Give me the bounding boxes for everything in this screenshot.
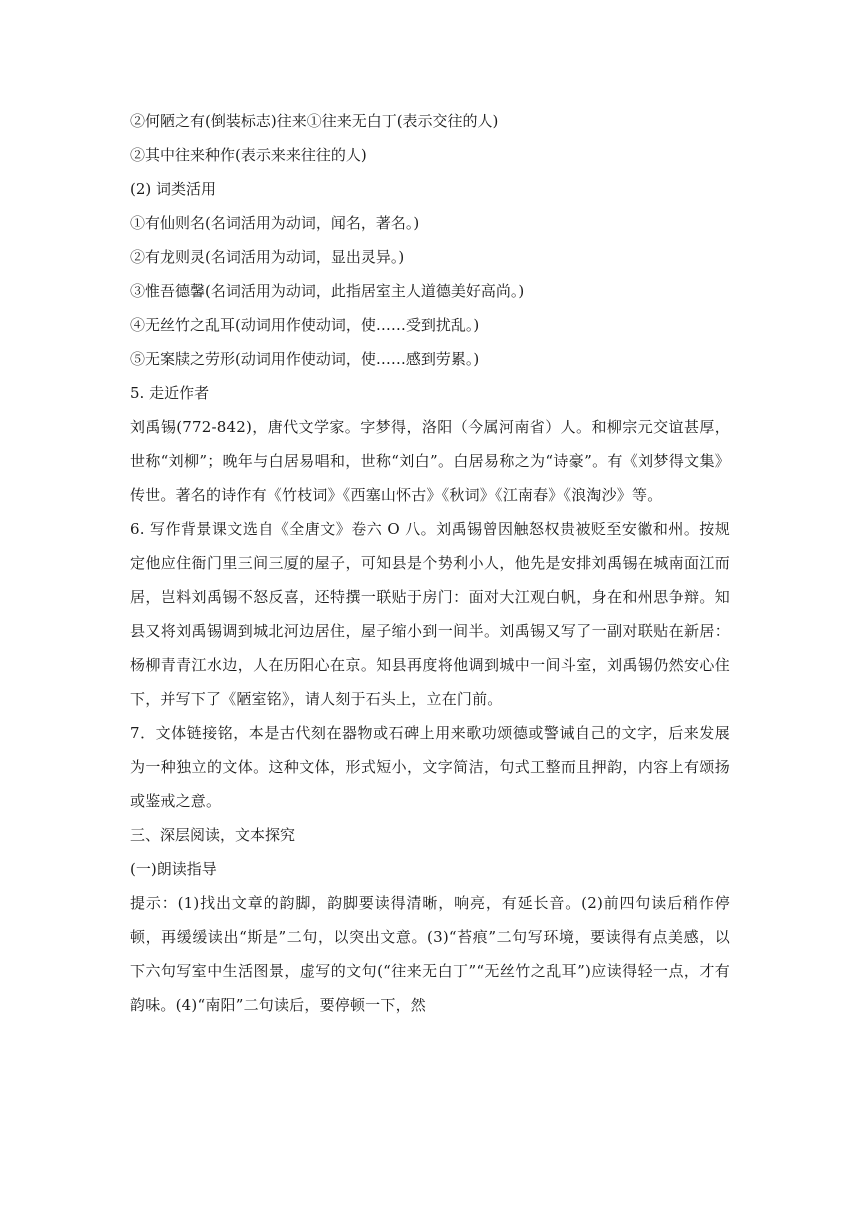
section-heading-author: 5. 走近作者 bbox=[130, 384, 210, 402]
text-line: ②何陋之有(倒装标志)往来①往来无白丁(表示交往的人) bbox=[130, 112, 499, 130]
background-paragraph: 6. 写作背景课文选自《全唐文》卷六 O 八。刘禹锡曾因触怒权贵被贬至安徽和州。按规定他应住衙门里三间三厦的屋子，可知县是个势利小人，他先是安排刘禹锡在城南面江而居，岂料刘禹锡不怒反喜，还特撰一联贴于房门：面对大江观白帆，身在和州思争辩。知县又将刘禹锡调到城北河边居住，屋子缩小到一间半。刘禹锡又写了一副对联贴在新居：杨柳青青江水边，人在历阳心在京。知县再度将他调到城中一间斗室，刘禹锡仍然安心住下，并写下了《陋室铭》，请人刻于石头上，立在门前。 bbox=[130, 520, 730, 708]
text-line: ⑤无案牍之劳形(动词用作使动词，使……感到劳累。) bbox=[130, 350, 480, 368]
text-line: ②有龙则灵(名词活用为动词，显出灵异。) bbox=[130, 248, 405, 266]
text-line: ③惟吾德馨(名词活用为动词，此指居室主人道德美好高尚。) bbox=[130, 282, 525, 300]
text-line: ②其中往来种作(表示来来往往的人) bbox=[130, 146, 367, 164]
text-line: ①有仙则名(名词活用为动词，闻名，著名。) bbox=[130, 214, 420, 232]
subsection-title: (一)朗读指导 bbox=[130, 860, 217, 878]
genre-paragraph: 7．文体链接铭，本是古代刻在器物或石碑上用来歌功颂德或警诫自己的文字，后来发展为一种独立的文体。这种文体，形式短小，文字简洁，句式工整而且押韵，内容上有颂扬或鉴戒之意。 bbox=[130, 724, 730, 810]
document-page bbox=[130, 104, 730, 1022]
text-line: (2) 词类活用 bbox=[130, 180, 217, 198]
author-paragraph: 刘禹锡(772-842)，唐代文学家。字梦得，洛阳（今属河南省）人。和柳宗元交谊甚厚，世称“刘柳”；晚年与白居易唱和，世称“刘白”。白居易称之为“诗豪”。有《刘梦得文集》传世。著名的诗作有《竹枝词》《西塞山怀古》《秋词》《江南春》《浪淘沙》等。 bbox=[130, 418, 730, 504]
reading-tips-paragraph: 提示：(1)找出文章的韵脚，韵脚要读得清晰，响亮，有延长音。(2)前四句读后稍作停顿，再缓缓读出“斯是”二句，以突出文意。(3)“苔痕”二句写环境，要读得有点美感，以下六句写室中生活图景，虚写的文句(“往来无白丁”“无丝竹之乱耳”)应读得轻一点，才有韵味。(4)“南阳”二句读后，要停顿一下，然 bbox=[130, 894, 730, 1014]
text-line: ④无丝竹之乱耳(动词用作使动词，使……受到扰乱。) bbox=[130, 316, 480, 334]
section-title: 三、深层阅读，文本探究 bbox=[130, 826, 296, 844]
